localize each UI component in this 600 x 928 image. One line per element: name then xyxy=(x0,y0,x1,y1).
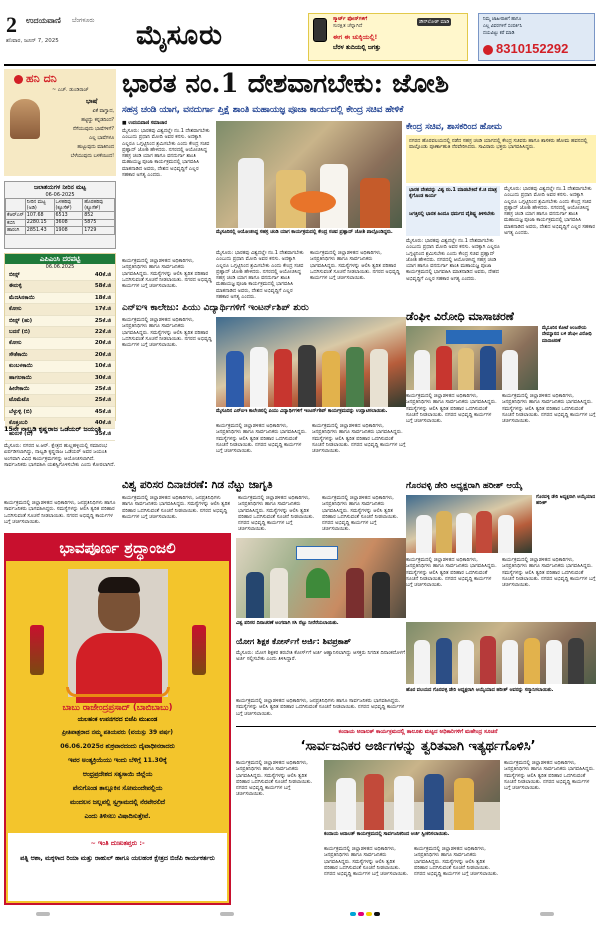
apmc-date: 06.06.2025 xyxy=(45,264,75,270)
poet-portrait xyxy=(10,99,40,139)
photo-person xyxy=(372,572,390,618)
tribute-line3: ಇವರ ಅಂತ್ಯಕ್ರಿಯೆಯು ಇಂದು ಬೆಳಿಗ್ಗೆ 11.30ಕ್ಕೆ xyxy=(68,757,167,764)
photo-person xyxy=(346,568,364,618)
header-cell: ಹೊರಹರಿವು (ಕ್ಯೂಸೆಕ್) xyxy=(83,199,115,212)
rate-row xyxy=(5,338,115,349)
tribute-line6: ಮಂದಲನ ಜಲ್ಲಪಲ್ಲಿ ಸ್ವಗ್ರಾಮದಲ್ಲಿ ನೆರವೇರಲಿದೆ xyxy=(70,799,165,806)
registration-mark xyxy=(366,912,372,916)
rate-row xyxy=(5,293,115,304)
rate-value: 18ಕೆ.ಜಿ xyxy=(94,294,111,301)
honey-poem-title: ಭಾಷೆ xyxy=(86,97,98,105)
ad2-line1: ನಿಮ್ಮ ಜಾಹೀರಾತಿಗೆ ಹಾಗೂ xyxy=(483,17,522,22)
dengue-photo xyxy=(406,326,538,390)
rate-row xyxy=(5,373,115,384)
cell: 107.68 xyxy=(25,212,54,220)
header-cell: ಒಳಹರಿವು (ಕ್ಯೂಸೆಕ್) xyxy=(54,199,83,212)
tribute-footer-text: ಪತ್ನಿ ಆಶಾ, ಮಕ್ಕಳಾದ ರಿಯಾ ಮತ್ತು ರಾಹುಲ್ ಹಾಗೂ ಯಲಹಂಕ ಕ್ಷೇತ್ರದ ಬಿಜೆಪಿ ಕಾರ್ಯಕರ್ತರು xyxy=(20,855,215,862)
rate-item: ಹಾಗಲಕಾಯಿ xyxy=(9,374,32,381)
rate-row xyxy=(5,304,115,315)
date-line: ಶನಿವಾರ, ಜೂನ್ 7, 2025 xyxy=(6,38,59,44)
rate-row xyxy=(5,270,115,281)
dairy-photo-2 xyxy=(406,622,596,684)
registration-mark xyxy=(350,912,356,916)
tribute-name: ಬಾಬು ರಾಜೇಂದ್ರಪ್ರಸಾದ್ (ಬಾಬಿಬಾಬು) xyxy=(62,703,173,713)
honey-poem xyxy=(44,107,114,161)
portrait-hair xyxy=(98,577,140,593)
tribute-line7: ಎಂದು ತಿಳಿಸಲು ವಿಷಾದಿಸುತ್ತೇವೆ. xyxy=(84,813,151,820)
tribute-footer-title: ~ ಇಂತಿ ದುಃಖತಪ್ತರು :- xyxy=(90,839,145,847)
photo-person xyxy=(346,347,364,407)
photo-person xyxy=(524,638,540,684)
paper-name: ಉದಯವಾಣಿ xyxy=(26,16,61,25)
rate-item: ಕುಂಬಳಕಾಯಿ xyxy=(9,363,33,370)
dairy-text-1: ಕಾರ್ಯಕ್ರಮದಲ್ಲಿ ಜಿಲ್ಲಾಡಳಿತದ ಅಧಿಕಾರಿಗಳು, ಜನಪ್ರತಿನಿಧಿಗಳು ಹಾಗೂ ಸಾರ್ವಜನಿಕರು ಭಾಗವಹಿಸಿದ್ದರು. ಸಮಸ್ಯೆಗಳನ್ನು ಆಲಿಸಿ ತ್ವರಿತ ಪರಿಹಾರ ಒದಗಿಸುವಂತೆ ಸೂಚನೆ ನೀಡಲಾಯಿತು. ನಗರದ ಅಭಿವೃದ್ಧಿ ಕಾರ್ಯಗಳ ಬಗ್ಗೆ ಚರ್ಚಿಸಲಾಯಿತು. xyxy=(406,557,497,589)
photo-person xyxy=(238,158,264,228)
rate-value: 45ಕೆ.ಜಿ xyxy=(94,408,111,415)
photo-person xyxy=(270,568,288,618)
ad2-line2: ಎಲ್ಲ ವಿವರಗಳಿಗೆ ಸಂಪರ್ಕಿಸಿ xyxy=(483,24,522,29)
jayanti-text: ಮೈಸೂರು: ನಗರದ ಅ.ಆರ್. ಕ್ಷೇತ್ರದ ಹುಲ್ಲಹಳ್ಳಿಯಲ್ಲಿ ಸಮಾರಂಭ ಏರ್ಪಡಿಸಲಾಗಿದ್ದು, ನಾಲ್ವಡಿ ಕೃಷ್ಣರಾಜ ಒಡೆಯರ್ ಅವರ ಜಯಂತಿ ಅಂಗವಾಗಿ ವಿವಿಧ ಕಾರ್ಯಕ್ರಮಗಳನ್ನು ಆಯೋಜಿಸಲಾಗಿದೆ. ಸಾರ್ವಜನಿಕರು ಭಾಗವಹಿಸಿ ಯಶಸ್ವಿಗೊಳಿಸಬೇಕು ಎಂದು ಕೋರಲಾಗಿದೆ. xyxy=(4,443,116,468)
photo-person xyxy=(370,349,388,407)
ad1-line2: ಸುರಕ್ಷಿತ ಚೆನ್ನಾಗಿದೆ xyxy=(333,23,363,29)
registration-mark xyxy=(36,912,50,916)
rate-item: ಬೆಳ್ಳುಳ್ಳಿ (ಬಿ) xyxy=(9,408,33,415)
dairy-headline: ಗೊರವಳ್ಳಿ ಡೇರಿ ಅಧ್ಯಕ್ಷರಾಗಿ ಹರೀಶ್ ಆಯ್ಕೆ xyxy=(406,481,523,491)
cell: 2280.15 xyxy=(25,219,54,227)
photo-person xyxy=(414,350,430,390)
rate-list xyxy=(5,270,115,441)
lead-body-col4: ಮೈಸೂರು: ಭಾರತವು ವಿಶ್ವದಲ್ಲೇ ನಂ.1 ದೇಶವಾಗಬೇಕು ಎಂಬುದು ಪ್ರಧಾನಿ ಮೋದಿ ಅವರ ಕನಸು. ಅದಕ್ಕಾಗಿ ಎಲ್ಲರೂ ಒಗ್ಗಟ್ಟಿನಿಂದ ಶ್ರಮಿಸಬೇಕು ಎಂದು ಕೇಂದ್ರ ಸಚಿವ ಪ್ರಹ್ಲಾದ್ ಜೋಶಿ ಹೇಳಿದರು. ನಗರದಲ್ಲಿ ಆಯೋಜಿಸಿದ್ದ ಸಹಸ್ರ ಚಂಡಿ ಯಾಗ ಹಾಗೂ ವನದುರ್ಗಾ ಶಾಂತಿ ಮಹಾಯಜ್ಞ ಪೂಜಾ ಕಾರ್ಯಕ್ರಮದಲ್ಲಿ ಭಾಗವಹಿಸಿ ಮಾತನಾಡಿದ ಅವರು, ದೇಶದ ಅಭಿವೃದ್ಧಿಗೆ ಎಲ್ಲರ ಸಹಕಾರ ಅಗತ್ಯ ಎಂದರು. xyxy=(406,238,500,282)
dairy-photo xyxy=(406,495,532,553)
photo-person xyxy=(458,348,474,390)
lead-subhead: ಸಹಸ್ರ ಚಂಡಿ ಯಾಗ, ವನದುರ್ಗಾ ಪ್ತಿಕ್ಷೆ ಶಾಂತಿ ಮಹಾಯಜ್ಞ ಪೂಜಾ ಕಾರ್ಯದಲ್ಲಿ ಕೇಂದ್ರ ಸಚಿವ ಹೇಳಿಕೆ xyxy=(122,105,404,115)
registration-mark xyxy=(540,912,554,916)
rate-item: ಟೊಮೆಟೊ xyxy=(9,397,30,404)
environment-text-2: ಕಾರ್ಯಕ್ರಮದಲ್ಲಿ ಜಿಲ್ಲಾಡಳಿತದ ಅಧಿಕಾರಿಗಳು, ಜನಪ್ರತಿನಿಧಿಗಳು ಹಾಗೂ ಸಾರ್ವಜನಿಕರು ಭಾಗವಹಿಸಿದ್ದರು. ಸಮಸ್ಯೆಗಳನ್ನು ಆಲಿಸಿ ತ್ವರಿತ ಪರಿಹಾರ ಒದಗಿಸುವಂತೆ ಸೂಚನೆ ನೀಡಲಾಯಿತು. ನಗರದ ಅಭಿವೃದ್ಧಿ ಕಾರ್ಯಗಳ ಬಗ್ಗೆ ಚರ್ಚಿಸಲಾಯಿತು. xyxy=(238,495,315,533)
photo-person xyxy=(364,774,384,830)
rate-row xyxy=(5,350,115,361)
edition-tag: ಬೆಂಗಳೂರು xyxy=(72,17,95,24)
bottom-text-2: ಕಾರ್ಯಕ್ರಮದಲ್ಲಿ ಜಿಲ್ಲಾಡಳಿತದ ಅಧಿಕಾರಿಗಳು, ಜನಪ್ರತಿನಿಧಿಗಳು ಹಾಗೂ ಸಾರ್ವಜನಿಕರು ಭಾಗವಹಿಸಿದ್ದರು. ಸಮಸ್ಯೆಗಳನ್ನು ಆಲಿಸಿ ತ್ವರಿತ ಪರಿಹಾರ ಒದಗಿಸುವಂತೆ ಸೂಚನೆ ನೀಡಲಾಯಿತು. ನಗರದ ಅಭಿವೃದ್ಧಿ ಕಾರ್ಯಗಳ ಬಗ್ಗೆ ಚರ್ಚಿಸಲಾಯಿತು. xyxy=(324,846,409,878)
photo-person xyxy=(274,349,292,407)
apmc-title: ಎಪಿಎಂಸಿ ದರಪಟ್ಟಿ xyxy=(5,254,115,264)
rate-value: 30ಕೆ.ಜಿ xyxy=(94,374,111,381)
tribute-portrait xyxy=(68,569,168,697)
whatsapp-icon xyxy=(483,45,493,55)
lead-photo-caption: ಮೈಸೂರಿನಲ್ಲಿ ಆಯೋಜಿಸಿದ್ದ ಸಹಸ್ರ ಚಂಡಿ ಯಾಗ ಕಾರ್ಯಕ್ರಮದಲ್ಲಿ ಕೇಂದ್ರ ಸಚಿವ ಪ್ರಹ್ಲಾದ್ ಜೋಶಿ ಪಾಲ್ಗೊಂಡಿದ್ದರು. xyxy=(216,230,393,235)
rate-item: ಕೋಸು xyxy=(9,306,22,313)
cell: 3608 xyxy=(54,219,83,227)
header-cell xyxy=(6,199,26,212)
dengue-photo-caption: ಮೈಸೂರಿನ ಕೋಟೆ ಆಂಜನೇಯ ದೇವಸ್ಥಾನದ ಬಳಿ ಡೆಂಘೀ ವಿರೋಧಿ ಮಾಸಾಚರಣೆ xyxy=(542,326,592,344)
photo-person xyxy=(458,640,474,684)
garland-icon xyxy=(66,687,170,697)
registration-mark xyxy=(358,912,364,916)
rate-item: ಹುರುಳಿ (ಬಿ) xyxy=(9,431,33,438)
photo-person xyxy=(436,638,452,684)
rate-item: ಹೀರೇಕಾಯಿ xyxy=(9,385,30,392)
rate-row xyxy=(5,407,115,418)
internship-text: ಕಾರ್ಯಕ್ರಮದಲ್ಲಿ ಜಿಲ್ಲಾಡಳಿತದ ಅಧಿಕಾರಿಗಳು, ಜನಪ್ರತಿನಿಧಿಗಳು ಹಾಗೂ ಸಾರ್ವಜನಿಕರು ಭಾಗವಹಿಸಿದ್ದರು. ಸಮಸ್ಯೆಗಳನ್ನು ಆಲಿಸಿ ತ್ವರಿತ ಪರಿಹಾರ ಒದಗಿಸುವಂತೆ ಸೂಚನೆ ನೀಡಲಾಯಿತು. ನಗರದ ಅಭಿವೃದ್ಧಿ ಕಾರ್ಯಗಳ ಬಗ್ಗೆ ಚರ್ಚಿಸಲಾಯಿತು. xyxy=(122,317,212,349)
dairy-caption: ಹೊರ ವಲಯದ ಗೊರವಳ್ಳಿ ಡೇರಿ ಅಧ್ಯಕ್ಷರಾಗಿ ಆಯ್ಕೆಯಾದ ಹರೀಶ್ ಅವರನ್ನು ಸನ್ಮಾನಿಸಲಾಯಿತು. xyxy=(406,688,554,693)
photo-person xyxy=(480,346,496,390)
photo-person xyxy=(436,346,452,390)
photo-person xyxy=(416,515,432,553)
bottom-caption: ಕಂದಾಯ ಅದಾಲತ್ ಕಾರ್ಯಕ್ರಮದಲ್ಲಿ ಸಾರ್ವಜನಿಕರಿಂದ ಅರ್ಜಿ ಸ್ವೀಕರಿಸಲಾಯಿತು. xyxy=(324,832,450,837)
internship-text-2: ಕಾರ್ಯಕ್ರಮದಲ್ಲಿ ಜಿಲ್ಲಾಡಳಿತದ ಅಧಿಕಾರಿಗಳು, ಜನಪ್ರತಿನಿಧಿಗಳು ಹಾಗೂ ಸಾರ್ವಜನಿಕರು ಭಾಗವಹಿಸಿದ್ದರು. ಸಮಸ್ಯೆಗಳನ್ನು ಆಲಿಸಿ ತ್ವರಿತ ಪರಿಹಾರ ಒದಗಿಸುವಂತೆ ಸೂಚನೆ ನೀಡಲಾಯಿತು. ನಗರದ ಅಭಿವೃದ್ಧಿ ಕಾರ್ಯಗಳ ಬಗ್ಗೆ ಚರ್ಚಿಸಲಾಯಿತು. xyxy=(216,423,307,455)
bottom-kicker: ಕಂದಾಯ ಅದಾಲತ್ ಕಾರ್ಯಕ್ರಮದಲ್ಲಿ ತಾಲೂಕು ಮಟ್ಟದ ಅಧಿಕಾರಿಗಳಿಗೆ ಮಹೇಂದ್ರ ಸೂಚನೆ xyxy=(338,729,498,735)
lead-byline: ■ ಉದಯವಾಣಿ ಸಮಾಚಾರ xyxy=(122,121,168,126)
rate-row xyxy=(5,316,115,327)
masthead-rule xyxy=(4,64,596,66)
photo-person xyxy=(546,640,562,684)
tribute-ad xyxy=(4,533,231,905)
honey-icon xyxy=(14,75,23,84)
ad1-line4: ಬೆರಳ ತುದಿಯಲ್ಲಿ ಜಗತ್ತು xyxy=(333,44,381,51)
city-title: ಮೈಸೂರು xyxy=(136,20,223,51)
sidebar-filler-text: ಕಾರ್ಯಕ್ರಮದಲ್ಲಿ ಜಿಲ್ಲಾಡಳಿತದ ಅಧಿಕಾರಿಗಳು, ಜನಪ್ರತಿನಿಧಿಗಳು ಹಾಗೂ ಸಾರ್ವಜನಿಕರು ಭಾಗವಹಿಸಿದ್ದರು. ಸಮಸ್ಯೆಗಳನ್ನು ಆಲಿಸಿ ತ್ವರಿತ ಪರಿಹಾರ ಒದಗಿಸುವಂತೆ ಸೂಚನೆ ನೀಡಲಾಯಿತು. ನಗರದ ಅಭಿವೃದ್ಧಿ ಕಾರ್ಯಗಳ ಬಗ್ಗೆ ಚರ್ಚಿಸಲಾಯಿತು. xyxy=(4,500,116,525)
dairy-text-2: ಕಾರ್ಯಕ್ರಮದಲ್ಲಿ ಜಿಲ್ಲಾಡಳಿತದ ಅಧಿಕಾರಿಗಳು, ಜನಪ್ರತಿನಿಧಿಗಳು ಹಾಗೂ ಸಾರ್ವಜನಿಕರು ಭಾಗವಹಿಸಿದ್ದರು. ಸಮಸ್ಯೆಗಳನ್ನು ಆಲಿಸಿ ತ್ವರಿತ ಪರಿಹಾರ ಒದಗಿಸುವಂತೆ ಸೂಚನೆ ನೀಡಲಾಯಿತು. ನಗರದ ಅಭಿವೃದ್ಧಿ ಕಾರ್ಯಗಳ ಬಗ್ಗೆ ಚರ್ಚಿಸಲಾಯಿತು. xyxy=(502,557,596,589)
advert-contact-box[interactable] xyxy=(478,13,595,61)
honey-dani-box xyxy=(4,69,116,176)
cell: 852 xyxy=(83,212,115,220)
app-download-ad[interactable] xyxy=(308,13,468,61)
photo-person xyxy=(246,572,264,618)
water-table xyxy=(5,198,115,235)
rate-item: ಸೌತೆಕಾಯಿ xyxy=(9,351,28,358)
tribute-line2: 06.06.2025ರ ಶುಕ್ರವಾರದಂದು ದೈವಾಧೀನರಾದರು xyxy=(60,743,175,750)
rate-item: ಮೆಣಸಿನಕಾಯಿ xyxy=(9,294,35,301)
rate-row xyxy=(5,281,115,292)
photo-person xyxy=(436,511,452,553)
photo-person xyxy=(568,638,584,684)
phone-icon xyxy=(313,18,327,42)
rate-row xyxy=(5,384,115,395)
tribute-line4: ಆಂಧ್ರಪ್ರದೇಶದ ಸತ್ಯಸಾಯಿ ಜಿಲ್ಲೆಯ xyxy=(82,771,153,778)
rate-value: 25ಕೆ.ಜಿ xyxy=(94,317,111,324)
cell: 5875 xyxy=(83,219,115,227)
lead-box-text: ನಗರದ ಹೊರವಲಯದಲ್ಲಿ ನಡೆದ ಸಹಸ್ರ ಚಂಡಿ ಯಾಗದಲ್ಲಿ ಕೇಂದ್ರ ಸಚಿವರು ಹಾಗೂ ಶಾಸಕರು ಹೋಮ ಹವನದಲ್ಲಿ ಪಾಲ್ಗೊಂಡು ಪೂರ್ಣಾಹುತಿ ನೆರವೇರಿಸಿದರು. ಸಾವಿರಾರು ಭಕ್ತರು ಭಾಗವಹಿಸಿದ್ದರು. xyxy=(409,138,588,151)
cell: 6513 xyxy=(54,212,83,220)
fire-pit xyxy=(290,191,336,213)
table-row xyxy=(6,227,115,235)
lamp-right-icon xyxy=(192,625,206,675)
rate-value: 25ಕೆ.ಜಿ xyxy=(94,385,111,392)
environment-headline: ವಿಶ್ವ ಪರಿಸರ ದಿನಾಚರಣೆ: ಗಿಡ ನೆಟ್ಟು ಜಾಗೃತಿ xyxy=(122,479,273,491)
ad1-line1: ಸ್ಮಾರ್ಟ್ ಫೋನ್‌ಗಳಿಗೆ xyxy=(333,16,368,22)
cell: ಕೆಆರ್‌ಎಸ್ xyxy=(7,213,24,219)
poem-line: ಹಟ್ಟಿದ್ದು ಕನ್ನಡದಿಂದ? xyxy=(81,118,114,123)
bullet-item: ಭಾರತ ದೇಶವನ್ನು ವಿಶ್ವ ನಂ.1 ಮಾಡಬೇಕಿದೆ ಕೆ.ಜಿ ಮಾತ್ರ ಕೈಗೊಂಡ ಕಾರ್ಯ xyxy=(409,188,497,199)
ad1-line3: ಈಗ ಈ ಚುಕ್ಕಿಯಲ್ಲಿ! xyxy=(333,33,378,41)
table-header-row xyxy=(6,199,115,212)
water-title: ಜಲಾಶಯಗಳ ನೀರಿನ ಮಟ್ಟ xyxy=(33,184,87,191)
bottom-text-1: ಕಾರ್ಯಕ್ರಮದಲ್ಲಿ ಜಿಲ್ಲಾಡಳಿತದ ಅಧಿಕಾರಿಗಳು, ಜನಪ್ರತಿನಿಧಿಗಳು ಹಾಗೂ ಸಾರ್ವಜನಿಕರು ಭಾಗವಹಿಸಿದ್ದರು. ಸಮಸ್ಯೆಗಳನ್ನು ಆಲಿಸಿ ತ್ವರಿತ ಪರಿಹಾರ ಒದಗಿಸುವಂತೆ ಸೂಚನೆ ನೀಡಲಾಯಿತು. ನಗರದ ಅಭಿವೃದ್ಧಿ ಕಾರ್ಯಗಳ ಬಗ್ಗೆ ಚರ್ಚಿಸಲಾಯಿತು. xyxy=(236,760,313,798)
bottom-text-4: ಕಾರ್ಯಕ್ರಮದಲ್ಲಿ ಜಿಲ್ಲಾಡಳಿತದ ಅಧಿಕಾರಿಗಳು, ಜನಪ್ರತಿನಿಧಿಗಳು ಹಾಗೂ ಸಾರ್ವಜನಿಕರು ಭಾಗವಹಿಸಿದ್ದರು. ಸಮಸ್ಯೆಗಳನ್ನು ಆಲಿಸಿ ತ್ವರಿತ ಪರಿಹಾರ ಒದಗಿಸುವಂತೆ ಸೂಚನೆ ನೀಡಲಾಯಿತು. ನಗರದ ಅಭಿವೃದ್ಧಿ ಕಾರ್ಯಗಳ ಬಗ್ಗೆ ಚರ್ಚಿಸಲಾಯಿತು. xyxy=(504,760,595,792)
ad2-phone[interactable]: 8310152292 xyxy=(496,41,569,56)
cell: 1908 xyxy=(54,227,83,235)
environment-caption: ವಿಶ್ವ ಪರಿಸರ ದಿನಾಚರಣೆ ಅಂಗವಾಗಿ ಸಸಿ ನೆಟ್ಟು ನೀರೆರೆಯಲಾಯಿತು. xyxy=(236,621,339,626)
honey-author: ~ ಎಚ್. ಡುಂಡಿರಾಜ್ xyxy=(52,87,89,93)
lead-photo xyxy=(216,121,402,228)
rate-value: 20ಕೆ.ಜಿ xyxy=(94,351,111,358)
cell: 1729 xyxy=(83,227,115,235)
rate-item: ಬೀನ್ಸ್ xyxy=(9,272,20,278)
bullet-item: ಜಗತ್ತಿನಲ್ಲಿ ಭಾರತ ಹಿಂದೂ ಧರ್ಮದ ವೈಶಿಷ್ಟ್ಯ ತಿಳಿಸಬೇಕು xyxy=(409,212,495,217)
yoga-text-2: ಕಾರ್ಯಕ್ರಮದಲ್ಲಿ ಜಿಲ್ಲಾಡಳಿತದ ಅಧಿಕಾರಿಗಳು, ಜನಪ್ರತಿನಿಧಿಗಳು ಹಾಗೂ ಸಾರ್ವಜನಿಕರು ಭಾಗವಹಿಸಿದ್ದರು. ಸಮಸ್ಯೆಗಳನ್ನು ಆಲಿಸಿ ತ್ವರಿತ ಪರಿಹಾರ ಒದಗಿಸುವಂತೆ ಸೂಚನೆ ನೀಡಲಾಯಿತು. ನಗರದ ಅಭಿವೃದ್ಧಿ ಕಾರ್ಯಗಳ ಬಗ್ಗೆ ಚರ್ಚಿಸಲಾಯಿತು. xyxy=(236,698,405,717)
lead-headline: ಭಾರತ ನಂ.1 ದೇಶವಾಗಬೇಕು: ಜೋಶಿ xyxy=(122,69,449,99)
dengue-text-1: ಕಾರ್ಯಕ್ರಮದಲ್ಲಿ ಜಿಲ್ಲಾಡಳಿತದ ಅಧಿಕಾರಿಗಳು, ಜನಪ್ರತಿನಿಧಿಗಳು ಹಾಗೂ ಸಾರ್ವಜನಿಕರು ಭಾಗವಹಿಸಿದ್ದರು. ಸಮಸ್ಯೆಗಳನ್ನು ಆಲಿಸಿ ತ್ವರಿತ ಪರಿಹಾರ ಒದಗಿಸುವಂತೆ ಸೂಚನೆ ನೀಡಲಾಯಿತು. ನಗರದ ಅಭಿವೃದ್ಧಿ ಕಾರ್ಯಗಳ ಬಗ್ಗೆ ಚರ್ಚಿಸಲಾಯಿತು. xyxy=(406,393,497,425)
rate-item: ಈರುಳ್ಳಿ xyxy=(9,283,22,290)
poem-line: ಎಲ್ಲ ಭಾಷೆಗಳೂ xyxy=(89,136,114,141)
internship-text-3: ಕಾರ್ಯಕ್ರಮದಲ್ಲಿ ಜಿಲ್ಲಾಡಳಿತದ ಅಧಿಕಾರಿಗಳು, ಜನಪ್ರತಿನಿಧಿಗಳು ಹಾಗೂ ಸಾರ್ವಜನಿಕರು ಭಾಗವಹಿಸಿದ್ದರು. ಸಮಸ್ಯೆಗಳನ್ನು ಆಲಿಸಿ ತ್ವರಿತ ಪರಿಹಾರ ಒದಗಿಸುವಂತೆ ಸೂಚನೆ ನೀಡಲಾಯಿತು. ನಗರದ ಅಭಿವೃದ್ಧಿ ಕಾರ್ಯಗಳ ಬಗ್ಗೆ ಚರ್ಚಿಸಲಾಯಿತು. xyxy=(312,423,406,455)
jayanti-headline: 15ನೇ ನಾಲ್ವಡಿ ಕೃಷ್ಣರಾಜ ಒಡೆಯರ್ ಜಯಂತಿ xyxy=(4,425,102,433)
environment-text-3: ಕಾರ್ಯಕ್ರಮದಲ್ಲಿ ಜಿಲ್ಲಾಡಳಿತದ ಅಧಿಕಾರಿಗಳು, ಜನಪ್ರತಿನಿಧಿಗಳು ಹಾಗೂ ಸಾರ್ವಜನಿಕರು ಭಾಗವಹಿಸಿದ್ದರು. ಸಮಸ್ಯೆಗಳನ್ನು ಆಲಿಸಿ ತ್ವರಿತ ಪರಿಹಾರ ಒದಗಿಸುವಂತೆ ಸೂಚನೆ ನೀಡಲಾಯಿತು. ನಗರದ ಅಭಿವೃದ್ಧಿ ಕಾರ್ಯಗಳ ಬಗ್ಗೆ ಚರ್ಚಿಸಲಾಯಿತು. xyxy=(322,495,399,533)
photo-person xyxy=(498,515,514,553)
tribute-title: ಭಾವಪೂರ್ಣ ಶ್ರದ್ಧಾಂಜಲಿ xyxy=(6,535,229,561)
dengue-text-2: ಕಾರ್ಯಕ್ರಮದಲ್ಲಿ ಜಿಲ್ಲಾಡಳಿತದ ಅಧಿಕಾರಿಗಳು, ಜನಪ್ರತಿನಿಧಿಗಳು ಹಾಗೂ ಸಾರ್ವಜನಿಕರು ಭಾಗವಹಿಸಿದ್ದರು. ಸಮಸ್ಯೆಗಳನ್ನು ಆಲಿಸಿ ತ್ವರಿತ ಪರಿಹಾರ ಒದಗಿಸುವಂತೆ ಸೂಚನೆ ನೀಡಲಾಯಿತು. ನಗರದ ಅಭಿವೃದ್ಧಿ ಕಾರ್ಯಗಳ ಬಗ್ಗೆ ಚರ್ಚಿಸಲಾಯಿತು. xyxy=(502,393,596,425)
yoga-headline: ಯೋಗ ಶಿಕ್ಷಕ ಕೋರ್ಸ್‌ಗೆ ಅರ್ಜಿ: ಶಿವಪ್ರಕಾಶ್ xyxy=(236,637,351,646)
water-date: 06-06-2025 xyxy=(45,192,75,198)
lamp-left-icon xyxy=(30,625,44,675)
tribute-line5: ಪೆನುಗೊಂಡ ತಾಲ್ಲೂಕಿನ ಸೋಮಂದೇಪಲ್ಲಿಯ xyxy=(72,785,163,792)
rate-value: 17ಕೆ.ಜಿ xyxy=(94,306,111,313)
lead-body-col2: ಮೈಸೂರು: ಭಾರತವು ವಿಶ್ವದಲ್ಲೇ ನಂ.1 ದೇಶವಾಗಬೇಕು ಎಂಬುದು ಪ್ರಧಾನಿ ಮೋದಿ ಅವರ ಕನಸು. ಅದಕ್ಕಾಗಿ ಎಲ್ಲರೂ ಒಗ್ಗಟ್ಟಿನಿಂದ ಶ್ರಮಿಸಬೇಕು ಎಂದು ಕೇಂದ್ರ ಸಚಿವ ಪ್ರಹ್ಲಾದ್ ಜೋಶಿ ಹೇಳಿದರು. ನಗರದಲ್ಲಿ ಆಯೋಜಿಸಿದ್ದ ಸಹಸ್ರ ಚಂಡಿ ಯಾಗ ಹಾಗೂ ವನದುರ್ಗಾ ಶಾಂತಿ ಮಹಾಯಜ್ಞ ಪೂಜಾ ಕಾರ್ಯಕ್ರಮದಲ್ಲಿ ಭಾಗವಹಿಸಿ ಮಾತನಾಡಿದ ಅವರು, ದೇಶದ ಅಭಿವೃದ್ಧಿಗೆ ಎಲ್ಲರ ಸಹಕಾರ ಅಗತ್ಯ ಎಂದರು. xyxy=(216,250,304,301)
internship-headline: ಎನ್‌ಐಇ ಕಾಲೇಜು: ಪಿಯು ವಿದ್ಯಾರ್ಥಿಗಳಿಗೆ ಇಂಟರ್ನ್‌ಶಿಪ್ ಶುರು xyxy=(122,303,309,313)
plant-icon xyxy=(306,568,330,598)
bottom-photo xyxy=(324,760,500,830)
tribute-role: ಯಲಹಂಕ ಉಪನಗರದ ಬಿಜೆಪಿ ಮುಖಂಡ xyxy=(77,716,158,723)
photo-person xyxy=(226,351,244,407)
rate-value: 40ಕೆ.ಜಿ xyxy=(94,272,111,278)
rate-value: 40ಕೆ.ಜಿ xyxy=(94,420,111,427)
lead-bullets xyxy=(406,186,500,236)
rate-value: 35ಕೆ.ಜಿ xyxy=(94,431,111,438)
masthead xyxy=(0,0,600,64)
photo-person xyxy=(336,778,356,830)
yoga-text: ಮೈಸೂರು: ಯೋಗ ಶಿಕ್ಷಕರ ತರಬೇತಿ ಕೋರ್ಸ್‌ಗೆ ಅರ್ಜಿ ಆಹ್ವಾನಿಸಲಾಗಿದ್ದು ಆಸಕ್ತರು ನಿಗದಿತ ದಿನಾಂಕದೊಳಗೆ ಅರ್ಜಿ ಸಲ್ಲಿಸಬೇಕು ಎಂದು ತಿಳಿಸಿದ್ದಾರೆ. xyxy=(236,650,405,663)
rate-value: 58ಕೆ.ಜಿ xyxy=(94,283,111,290)
lead-body-col1: ಮೈಸೂರು: ಭಾರತವು ವಿಶ್ವದಲ್ಲೇ ನಂ.1 ದೇಶವಾಗಬೇಕು ಎಂಬುದು ಪ್ರಧಾನಿ ಮೋದಿ ಅವರ ಕನಸು. ಅದಕ್ಕಾಗಿ ಎಲ್ಲರೂ ಒಗ್ಗಟ್ಟಿನಿಂದ ಶ್ರಮಿಸಬೇಕು ಎಂದು ಕೇಂದ್ರ ಸಚಿವ ಪ್ರಹ್ಲಾದ್ ಜೋಶಿ ಹೇಳಿದರು. ನಗರದಲ್ಲಿ ಆಯೋಜಿಸಿದ್ದ ಸಹಸ್ರ ಚಂಡಿ ಯಾಗ ಹಾಗೂ ವನದುರ್ಗಾ ಶಾಂತಿ ಮಹಾಯಜ್ಞ ಪೂಜಾ ಕಾರ್ಯಕ್ರಮದಲ್ಲಿ ಭಾಗವಹಿಸಿ ಮಾತನಾಡಿದ ಅವರು, ದೇಶದ ಅಭಿವೃದ್ಧಿಗೆ ಎಲ್ಲರ ಸಹಕಾರ ಅಗತ್ಯ ಎಂದರು. xyxy=(122,128,210,179)
cell: 2851.43 xyxy=(25,227,54,235)
photo-person xyxy=(394,776,414,830)
photo-person xyxy=(250,347,268,407)
rate-item: ಕೊತ್ತಂಬರಿ xyxy=(9,420,28,427)
cell: ಹಾರಂಗಿ xyxy=(6,227,26,235)
banner-icon xyxy=(296,546,338,560)
ad1-line5[interactable]: ಡೌನ್‌ಲೋಡ್ ಮಾಡಿ xyxy=(419,20,450,25)
photo-person xyxy=(502,640,518,684)
ad2-line3: ದಯವಿಟ್ಟು ಕರೆ ಮಾಡಿ xyxy=(483,31,515,36)
photo-person xyxy=(454,778,474,830)
photo-person xyxy=(360,178,390,228)
environment-photo xyxy=(236,538,406,618)
honey-title: ಹನಿ ದನಿ xyxy=(26,72,57,85)
lead-highlight-box xyxy=(406,135,596,183)
poem-line: ಏಕೆ ವಾಗ್ವಾದ, xyxy=(92,109,114,114)
photo-person xyxy=(502,350,518,390)
rate-value: 10ಕೆ.ಜಿ xyxy=(94,363,111,370)
photo-person xyxy=(322,351,340,407)
bottom-text-3: ಕಾರ್ಯಕ್ರಮದಲ್ಲಿ ಜಿಲ್ಲಾಡಳಿತದ ಅಧಿಕಾರಿಗಳು, ಜನಪ್ರತಿನಿಧಿಗಳು ಹಾಗೂ ಸಾರ್ವಜನಿಕರು ಭಾಗವಹಿಸಿದ್ದರು. ಸಮಸ್ಯೆಗಳನ್ನು ಆಲಿಸಿ ತ್ವರಿತ ಪರಿಹಾರ ಒದಗಿಸುವಂತೆ ಸೂಚನೆ ನೀಡಲಾಯಿತು. ನಗರದ ಅಭಿವೃದ್ಧಿ ಕಾರ್ಯಗಳ ಬಗ್ಗೆ ಚರ್ಚಿಸಲಾಯಿತು. xyxy=(414,846,499,878)
cell: ಕಬಿನಿ xyxy=(6,219,26,227)
photo-person xyxy=(476,511,492,553)
registration-mark xyxy=(374,912,380,916)
tribute-footer xyxy=(8,833,227,901)
poem-line: ಹುಟ್ಟುವುದು ಮಾತಿನಿಂದ xyxy=(77,145,114,150)
rate-value: 22ಕೆ.ಜಿ xyxy=(94,328,111,335)
rate-item: ಬೀನ್ಸ್ (ಹು) xyxy=(9,317,33,324)
rate-item: ಕೋಸು xyxy=(9,340,22,347)
bottom-headline: ‘ಸಾರ್ವಜನಿಕರ ಅರ್ಜಿಗಳನ್ನು ತ್ವರಿತವಾಗಿ ಇತ್ಯರ್ಥಗೊಳಿಸಿ’ xyxy=(300,739,536,754)
registration-mark xyxy=(220,912,234,916)
page-number: 2 xyxy=(6,12,17,37)
rate-row xyxy=(5,327,115,338)
banner-icon xyxy=(446,330,502,344)
header-cell: ನೀರಿನ ಮಟ್ಟ (ಅಡಿ) xyxy=(25,199,54,212)
table-row xyxy=(6,219,115,227)
poem-line: ನೆಗೆಯುವುದು ಭಾಷೆಗಳಿಗೆ? xyxy=(72,127,114,132)
environment-text-1: ಕಾರ್ಯಕ್ರಮದಲ್ಲಿ ಜಿಲ್ಲಾಡಳಿತದ ಅಧಿಕಾರಿಗಳು, ಜನಪ್ರತಿನಿಧಿಗಳು ಹಾಗೂ ಸಾರ್ವಜನಿಕರು ಭಾಗವಹಿಸಿದ್ದರು. ಸಮಸ್ಯೆಗಳನ್ನು ಆಲಿಸಿ ತ್ವರಿತ ಪರಿಹಾರ ಒದಗಿಸುವಂತೆ ಸೂಚನೆ ನೀಡಲಾಯಿತು. ನಗರದ ಅಭಿವೃದ್ಧಿ ಕಾರ್ಯಗಳ ಬಗ್ಗೆ ಚರ್ಚಿಸಲಾಯಿತು. xyxy=(122,495,231,520)
dengue-headline: ಡೆಂಘೀ ವಿರೋಧಿ ಮಾಸಾಚರಣೆ xyxy=(406,310,514,323)
bottom-rule xyxy=(236,726,596,727)
photo-person xyxy=(298,345,316,407)
water-level-box xyxy=(4,181,116,249)
rate-row xyxy=(5,395,115,406)
rate-value: 20ಕೆ.ಜಿ xyxy=(94,340,111,347)
photo-person xyxy=(480,636,496,684)
photo-person xyxy=(414,640,430,684)
rate-value: 25ಕೆ.ಜಿ xyxy=(94,397,111,404)
table-row xyxy=(6,212,115,220)
internship-caption: ಮೈಸೂರಿನ ಎನ್‌ಐಇ ಕಾಲೇಜಿನಲ್ಲಿ ಪಿಯು ವಿದ್ಯಾರ್ಥಿಗಳಿಗೆ ಇಂಟರ್ನ್‌ಶಿಪ್ ಕಾರ್ಯಕ್ರಮವನ್ನು ಉದ್ಘಾಟಿಸಲಾಯಿತು. xyxy=(216,409,388,414)
photo-person xyxy=(456,513,472,553)
poem-line: ಬೆಳೆಯುವುದು ಬಳಕೆಯಿಂದ! xyxy=(70,154,114,159)
tribute-line1: ಪ್ರೀತಿಪಾತ್ರರಾದ ನಮ್ಮ ಪತಿಯವರು (ವಯಸ್ಸು 39 ವರ್ಷ) xyxy=(61,729,174,736)
lead-body-col5: ಮೈಸೂರು: ಭಾರತವು ವಿಶ್ವದಲ್ಲೇ ನಂ.1 ದೇಶವಾಗಬೇಕು ಎಂಬುದು ಪ್ರಧಾನಿ ಮೋದಿ ಅವರ ಕನಸು. ಅದಕ್ಕಾಗಿ ಎಲ್ಲರೂ ಒಗ್ಗಟ್ಟಿನಿಂದ ಶ್ರಮಿಸಬೇಕು ಎಂದು ಕೇಂದ್ರ ಸಚಿವ ಪ್ರಹ್ಲಾದ್ ಜೋಶಿ ಹೇಳಿದರು. ನಗರದಲ್ಲಿ ಆಯೋಜಿಸಿದ್ದ ಸಹಸ್ರ ಚಂಡಿ ಯಾಗ ಹಾಗೂ ವನದುರ್ಗಾ ಶಾಂತಿ ಮಹಾಯಜ್ಞ ಪೂಜಾ ಕಾರ್ಯಕ್ರಮದಲ್ಲಿ ಭಾಗವಹಿಸಿ ಮಾತನಾಡಿದ ಅವರು, ದೇಶದ ಅಭಿವೃದ್ಧಿಗೆ ಎಲ್ಲರ ಸಹಕಾರ ಅಗತ್ಯ ಎಂದರು. xyxy=(504,186,595,237)
lead-body-col1b: ಕಾರ್ಯಕ್ರಮದಲ್ಲಿ ಜಿಲ್ಲಾಡಳಿತದ ಅಧಿಕಾರಿಗಳು, ಜನಪ್ರತಿನಿಧಿಗಳು ಹಾಗೂ ಸಾರ್ವಜನಿಕರು ಭಾಗವಹಿಸಿದ್ದರು. ಸಮಸ್ಯೆಗಳನ್ನು ಆಲಿಸಿ ತ್ವರಿತ ಪರಿಹಾರ ಒದಗಿಸುವಂತೆ ಸೂಚನೆ ನೀಡಲಾಯಿತು. ನಗರದ ಅಭಿವೃದ್ಧಿ ಕಾರ್ಯಗಳ ಬಗ್ಗೆ ಚರ್ಚಿಸಲಾಯಿತು. xyxy=(122,258,212,290)
internship-photo xyxy=(216,317,406,407)
rate-row xyxy=(5,361,115,372)
dairy-side-caption: ಗೊರವಳ್ಳಿ ಡೇರಿ ಅಧ್ಯಕ್ಷರಾಗಿ ಆಯ್ಕೆಯಾದ ಹರೀಶ್ xyxy=(536,495,596,507)
rate-item: ಬದನೆ (ಬಿ) xyxy=(9,328,31,335)
photo-person xyxy=(424,774,444,830)
lead-body-col3: ಕಾರ್ಯಕ್ರಮದಲ್ಲಿ ಜಿಲ್ಲಾಡಳಿತದ ಅಧಿಕಾರಿಗಳು, ಜನಪ್ರತಿನಿಧಿಗಳು ಹಾಗೂ ಸಾರ್ವಜನಿಕರು ಭಾಗವಹಿಸಿದ್ದರು. ಸಮಸ್ಯೆಗಳನ್ನು ಆಲಿಸಿ ತ್ವರಿತ ಪರಿಹಾರ ಒದಗಿಸುವಂತೆ ಸೂಚನೆ ನೀಡಲಾಯಿತು. ನಗರದ ಅಭಿವೃದ್ಧಿ ಕಾರ್ಯಗಳ ಬಗ್ಗೆ ಚರ್ಚಿಸಲಾಯಿತು. xyxy=(310,250,400,282)
lead-box-title: ಕೇಂದ್ರ ಸಚಿವ, ಶಾಸಕರಿಂದ ಹೋಮ xyxy=(406,122,502,132)
